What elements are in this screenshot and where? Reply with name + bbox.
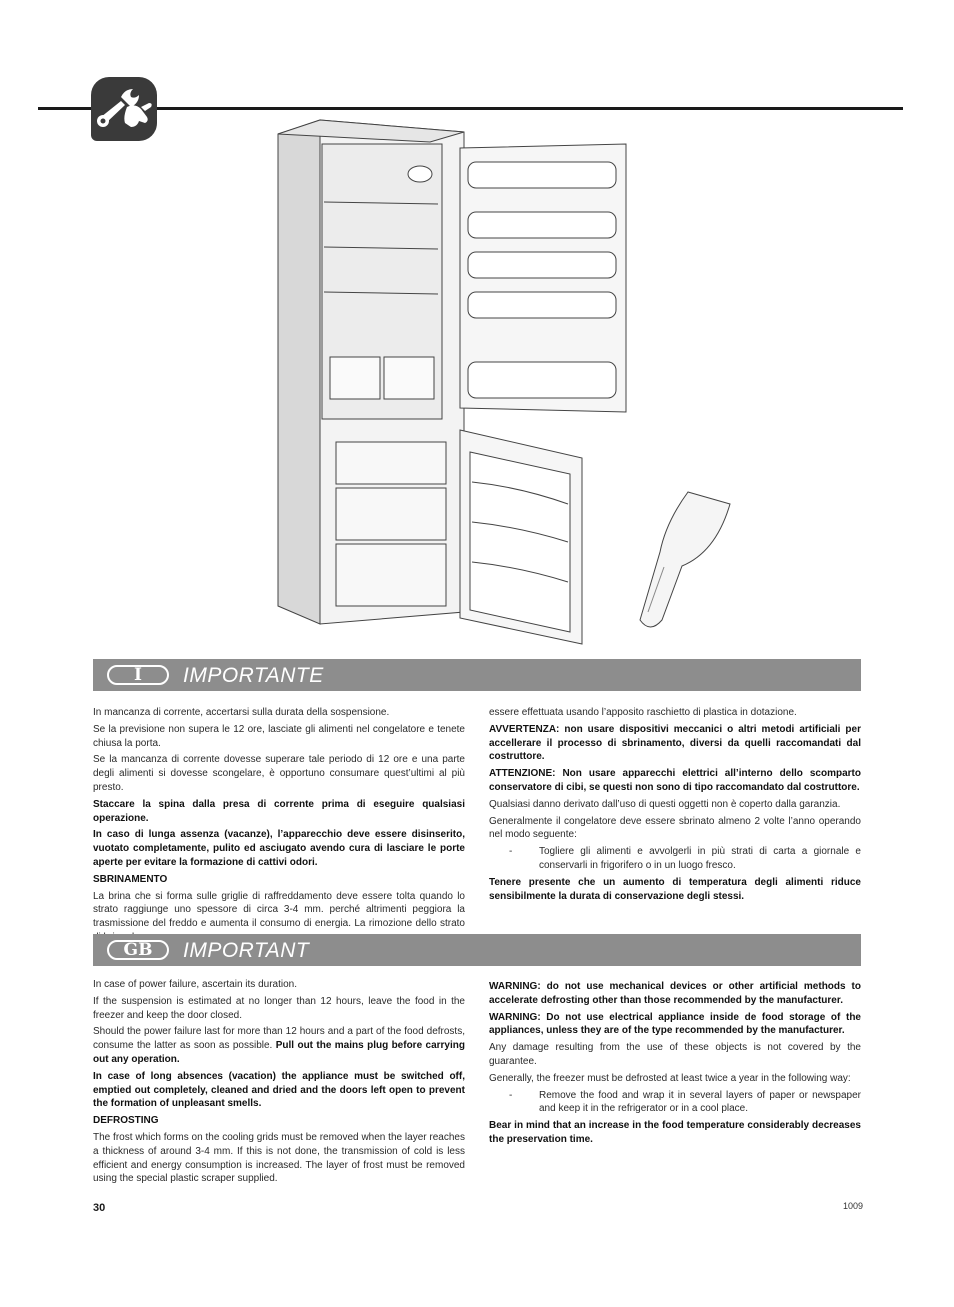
paragraph-text: In caso di lunga assenza (vacanze), l’apparecchio deve essere disinserito, vuotato completamente, pulito ed asciugato avendo cura di lasciare le porte aperte per evitare la formazione di cattivi odori. xyxy=(93,829,465,868)
paragraph xyxy=(489,980,861,1008)
paragraph xyxy=(489,706,861,720)
top-rule xyxy=(38,107,903,110)
paragraph xyxy=(93,706,465,720)
paragraph xyxy=(489,1041,861,1069)
italian-right-column xyxy=(489,706,861,906)
paragraph xyxy=(489,1072,861,1086)
bullet-dash: - xyxy=(509,846,513,858)
bullet-text: Remove the food and wrap it in several layers of paper or newspaper and keep it in the refrigerator or in a cool place. xyxy=(539,1089,861,1115)
paragraph-text: Generally, the freezer must be defrosted at least twice a year in the following way: xyxy=(489,1072,851,1084)
paragraph-text: If the suspension is estimated at no longer than 12 hours, leave the food in the freezer and keep the door closed. xyxy=(93,995,465,1021)
english-right-column xyxy=(489,980,861,1150)
paragraph-text: In mancanza di corrente, accertarsi sulla durata della sospensione. xyxy=(93,707,390,718)
paragraph-text: Bear in mind that an increase in the food temperature considerably decreases the preservation time. xyxy=(489,1120,861,1145)
paragraph-text: AVVERTENZA: non usare dispositivi meccanici o altri metodi artificiali per accellerare il processo di sbrinamento, diversi da quelli raccomandati dal costruttore. xyxy=(489,723,861,763)
paragraph xyxy=(93,828,465,869)
important-title: IMPORTANT xyxy=(183,939,310,962)
importante-banner xyxy=(93,659,861,691)
paragraph-text: In case of long absences (vacation) the appliance must be switched off, emptied out completely, cleaned and dried and the doors left open to prevent the formation of unpleasant smells. xyxy=(93,1070,465,1110)
paragraph-text: In case of power failure, ascertain its duration. xyxy=(93,979,297,990)
bullet-dash: - xyxy=(509,1089,513,1101)
language-badge-english: GB xyxy=(107,940,169,960)
paragraph xyxy=(489,876,861,904)
paragraph-text: The frost which forms on the cooling grids must be removed when the layer reaches a thickness of around 3-4 mm. If this is not done, the transmission of cold is less efficient and energy consumption is increased. The layer of frost must be removed using the special plastic scraper supplied. xyxy=(93,1131,465,1185)
paragraph xyxy=(489,1119,861,1147)
italian-left-column xyxy=(93,706,465,948)
page-number: 30 xyxy=(93,1202,106,1214)
bold-text: Pull out the mains plug before carrying out any operation. xyxy=(93,1040,465,1065)
bullet-item xyxy=(489,845,861,873)
section-heading xyxy=(93,1114,465,1128)
section-heading xyxy=(93,873,465,887)
paragraph-text: Se la previsione non supera le 12 ore, lasciate gli alimenti nel congelatore e tenete chiusa la porta. xyxy=(93,723,465,749)
fridge-freezer-illustration xyxy=(270,112,740,647)
paragraph xyxy=(489,723,861,764)
ice-scraper-icon xyxy=(640,492,730,627)
language-badge-italian: I xyxy=(107,665,169,685)
paragraph-text: WARNING: do not use mechanical devices or other artificial methods to accelerate defrosting other than those recommended by the manufacturer. xyxy=(489,981,861,1006)
paragraph-text: Tenere presente che un aumento di temperatura degli alimenti riduce sensibilmente la durata di conservazione degli stessi. xyxy=(489,876,861,902)
bullet-item xyxy=(489,1089,861,1117)
paragraph xyxy=(489,1011,861,1039)
paragraph xyxy=(93,753,465,794)
paragraph-text: ATTENZIONE: Non usare apparecchi elettrici all’interno dello scomparto conservatore di cibi, se questi non sono di tipo raccomandato dal costruttore. xyxy=(489,768,861,793)
english-left-column xyxy=(93,978,465,1189)
paragraph xyxy=(489,767,861,795)
paragraph xyxy=(93,1025,465,1066)
paragraph xyxy=(93,1131,465,1186)
paragraph-text: La brina che si forma sulle griglie di raffreddamento deve essere tolta quando lo strato raggiunge uno spessore di circa 3-4 mm. perché altrimenti peggiora la trasmissione del freddo e aumenta il consumo di energia. La rimozione dello strato xyxy=(93,890,465,930)
paragraph-text: Qualsiasi danno derivato dall’uso di questi oggetti non è coperto dalla garanzia. xyxy=(489,798,841,810)
paragraph-text: Se la mancanza di corrente dovesse superare tale periodo di 12 ore e una parte degli alimenti si dovesse scongelare, è opportuno consumare quest’ultimi al più presto. xyxy=(93,754,465,793)
wrench-hand-icon xyxy=(91,77,157,141)
paragraph xyxy=(93,995,465,1023)
importante-title: IMPORTANTE xyxy=(183,664,324,687)
document-code: 1009 xyxy=(843,1201,864,1211)
paragraph-text: SBRINAMENTO xyxy=(93,873,168,885)
paragraph-text: Generalmente il congelatore deve essere sbrinato almeno 2 volte l’anno operando nel modo seguente: xyxy=(489,815,861,841)
paragraph-text: DEFROSTING xyxy=(93,1115,159,1127)
paragraph-text: WARNING: Do not use electrical appliance inside de food storage of the appliances, unless they are of the type recommended by the manufacturer. xyxy=(489,1011,861,1037)
paragraph xyxy=(489,798,861,812)
paragraph xyxy=(93,978,465,992)
paragraph xyxy=(93,723,465,751)
important-banner xyxy=(93,934,861,966)
paragraph-text: Should the power failure last for more than 12 hours and a part of the food defrosts, consume the latter as soon as possible. xyxy=(93,1026,465,1052)
paragraph-text: Staccare la spina dalla presa di corrente prima di eseguire qualsiasi operazione. xyxy=(93,798,465,824)
paragraph-text: essere effettuata usando l’apposito raschietto di plastica in dotazione. xyxy=(489,707,797,718)
paragraph xyxy=(489,815,861,843)
bullet-text: Togliere gli alimenti e avvolgerli in più strati di carta a giornale e conservarli in frigorifero o in un luogo fresco. xyxy=(539,846,861,871)
paragraph xyxy=(93,1070,465,1111)
paragraph xyxy=(93,798,465,826)
paragraph-text: Any damage resulting from the use of these objects is not covered by the guarantee. xyxy=(489,1042,861,1067)
